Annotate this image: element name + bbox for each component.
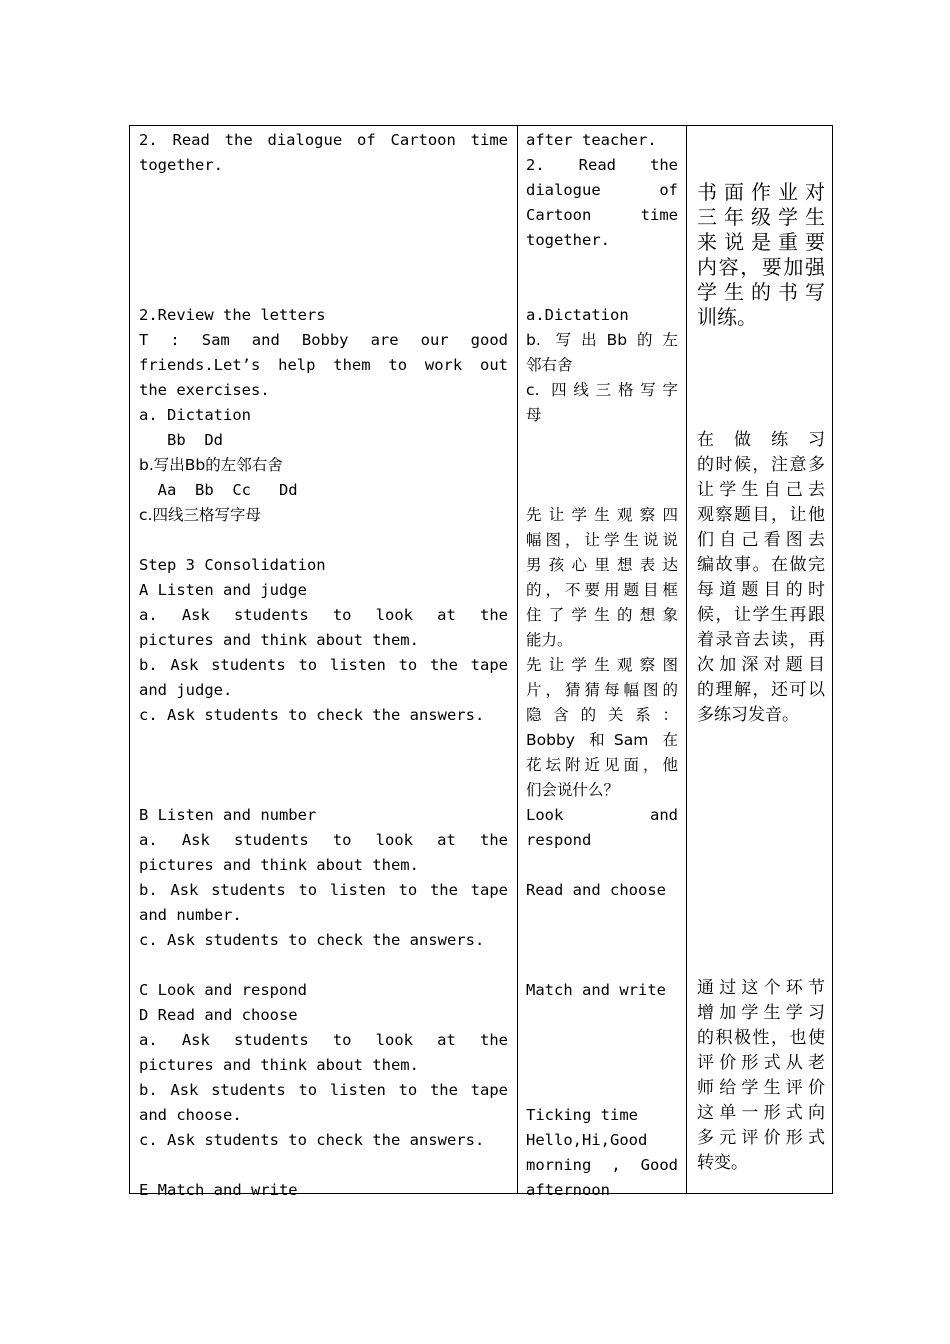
text-line: 来说是重要 xyxy=(697,230,825,254)
text-line: 先让学生观察图 xyxy=(526,656,678,674)
text-line: E Match and write xyxy=(139,1181,298,1199)
text-line: b. 写出Bb的左 xyxy=(526,331,678,349)
text-line: B Listen and number xyxy=(139,806,317,824)
column-divider xyxy=(686,126,687,1193)
text-line: 观察题目，让他 xyxy=(697,505,825,525)
text-line: c.四线三格写字母 xyxy=(139,506,261,524)
text-line: 花坛附近见面，他 xyxy=(526,756,678,774)
text-line: 2.Review the letters xyxy=(139,306,326,324)
text-line: Match and write xyxy=(526,981,666,999)
text-line: c. 四线三格写字 xyxy=(526,381,678,399)
text-line: 的时候，注意多 xyxy=(697,455,825,475)
text-line: 编故事。在做完 xyxy=(697,555,825,575)
text-line: 的理解，还可以 xyxy=(697,680,825,700)
text-line: Hello,Hi,Good xyxy=(526,1131,648,1149)
text-line: 次加深对题目 xyxy=(697,655,825,675)
text-line: a. Ask students to look at the xyxy=(139,606,508,624)
text-line: a. Ask students to look at the xyxy=(139,831,508,849)
text-line: Aa Bb Cc Dd xyxy=(139,481,298,499)
text-line: c. Ask students to check the answers. xyxy=(139,1131,485,1149)
text-line: 每道题目的时 xyxy=(697,580,825,600)
text-line: Cartoon time xyxy=(526,206,678,224)
text-line: 师给学生评价 xyxy=(697,1078,825,1098)
text-line: c. Ask students to check the answers. xyxy=(139,706,485,724)
text-line: A Listen and judge xyxy=(139,581,307,599)
text-line: 隐 含 的 关 系 ： xyxy=(526,706,678,724)
text-line: 的，不要用题目框 xyxy=(526,581,678,599)
text-line: 母 xyxy=(526,406,542,424)
text-line: pictures and think about them. xyxy=(139,631,419,649)
text-line: Look and xyxy=(526,806,678,824)
text-line: after teacher. xyxy=(526,131,657,149)
text-line: the exercises. xyxy=(139,381,270,399)
text-line: a.Dictation xyxy=(526,306,629,324)
text-line: 学生的书写 xyxy=(697,280,825,304)
text-line: dialogue of xyxy=(526,181,678,199)
text-line: D Read and choose xyxy=(139,1006,298,1024)
text-line: 住了学生的想象 xyxy=(526,606,678,624)
text-line: a. Ask students to look at the xyxy=(139,1031,508,1049)
column-divider xyxy=(517,126,518,1193)
text-line: 增加学生学习 xyxy=(697,1003,825,1023)
text-line: 们自己看图去 xyxy=(697,530,825,550)
text-line: C Look and respond xyxy=(139,981,307,999)
text-line: 训练。 xyxy=(697,305,757,329)
text-line: Bobby 和Sam 在 xyxy=(526,731,678,749)
text-line: 这单一形式向 xyxy=(697,1103,825,1123)
text-line: together. xyxy=(139,156,223,174)
text-line: 转变。 xyxy=(697,1153,748,1173)
text-line: 候，让学生再跟 xyxy=(697,605,825,625)
text-line: and choose. xyxy=(139,1106,242,1124)
text-line: respond xyxy=(526,831,592,849)
text-line: 内容，要加强 xyxy=(697,255,825,279)
text-line: morning , Good xyxy=(526,1156,678,1174)
text-line: and number. xyxy=(139,906,242,924)
text-line: 多元评价形式 xyxy=(697,1128,825,1148)
text-line: 邻右舍 xyxy=(526,356,573,374)
text-line: 能力。 xyxy=(526,631,573,649)
text-line: 2. Read the xyxy=(526,156,678,174)
text-line: 幅图，让学生说说 xyxy=(526,531,678,549)
text-line: Read and choose xyxy=(526,881,666,899)
text-line: a. Dictation xyxy=(139,406,251,424)
text-line: b. Ask students to listen to the tape xyxy=(139,656,508,674)
text-line: 先让学生观察四 xyxy=(526,506,678,524)
text-line: 多练习发音。 xyxy=(697,705,799,725)
text-line: 通过这个环节 xyxy=(697,978,825,998)
text-line: 让学生自己去 xyxy=(697,480,825,500)
text-line: T : Sam and Bobby are our good xyxy=(139,331,508,349)
text-line: Step 3 Consolidation xyxy=(139,556,326,574)
text-line: together. xyxy=(526,231,610,249)
text-line: b. Ask students to listen to the tape xyxy=(139,881,508,899)
text-line: pictures and think about them. xyxy=(139,856,419,874)
text-line: b.写出Bb的左邻右舍 xyxy=(139,456,283,474)
text-line: friends.Let’s help them to work out xyxy=(139,356,508,374)
lesson-plan-table xyxy=(129,125,833,1199)
text-line: 的积极性，也使 xyxy=(697,1028,825,1048)
text-line: 们会说什么？ xyxy=(526,781,620,799)
text-line: afternoon xyxy=(526,1181,610,1199)
text-line: 2. Read the dialogue of Cartoon time xyxy=(139,131,508,149)
text-line: Bb Dd xyxy=(139,431,223,449)
text-line: Ticking time xyxy=(526,1106,638,1124)
text-line: 在做练习 xyxy=(697,430,825,450)
text-line: 片，猜猜每幅图的 xyxy=(526,681,678,699)
text-line: c. Ask students to check the answers. xyxy=(139,931,485,949)
text-line: b. Ask students to listen to the tape xyxy=(139,1081,508,1099)
text-line: 男孩心里想表达 xyxy=(526,556,678,574)
text-line: 三年级学生 xyxy=(697,205,825,229)
text-line: pictures and think about them. xyxy=(139,1056,419,1074)
text-line: 评价形式从老 xyxy=(697,1053,825,1073)
text-line: 书面作业对 xyxy=(697,180,825,204)
text-line: and judge. xyxy=(139,681,233,699)
text-line: 着录音去读，再 xyxy=(697,630,825,650)
